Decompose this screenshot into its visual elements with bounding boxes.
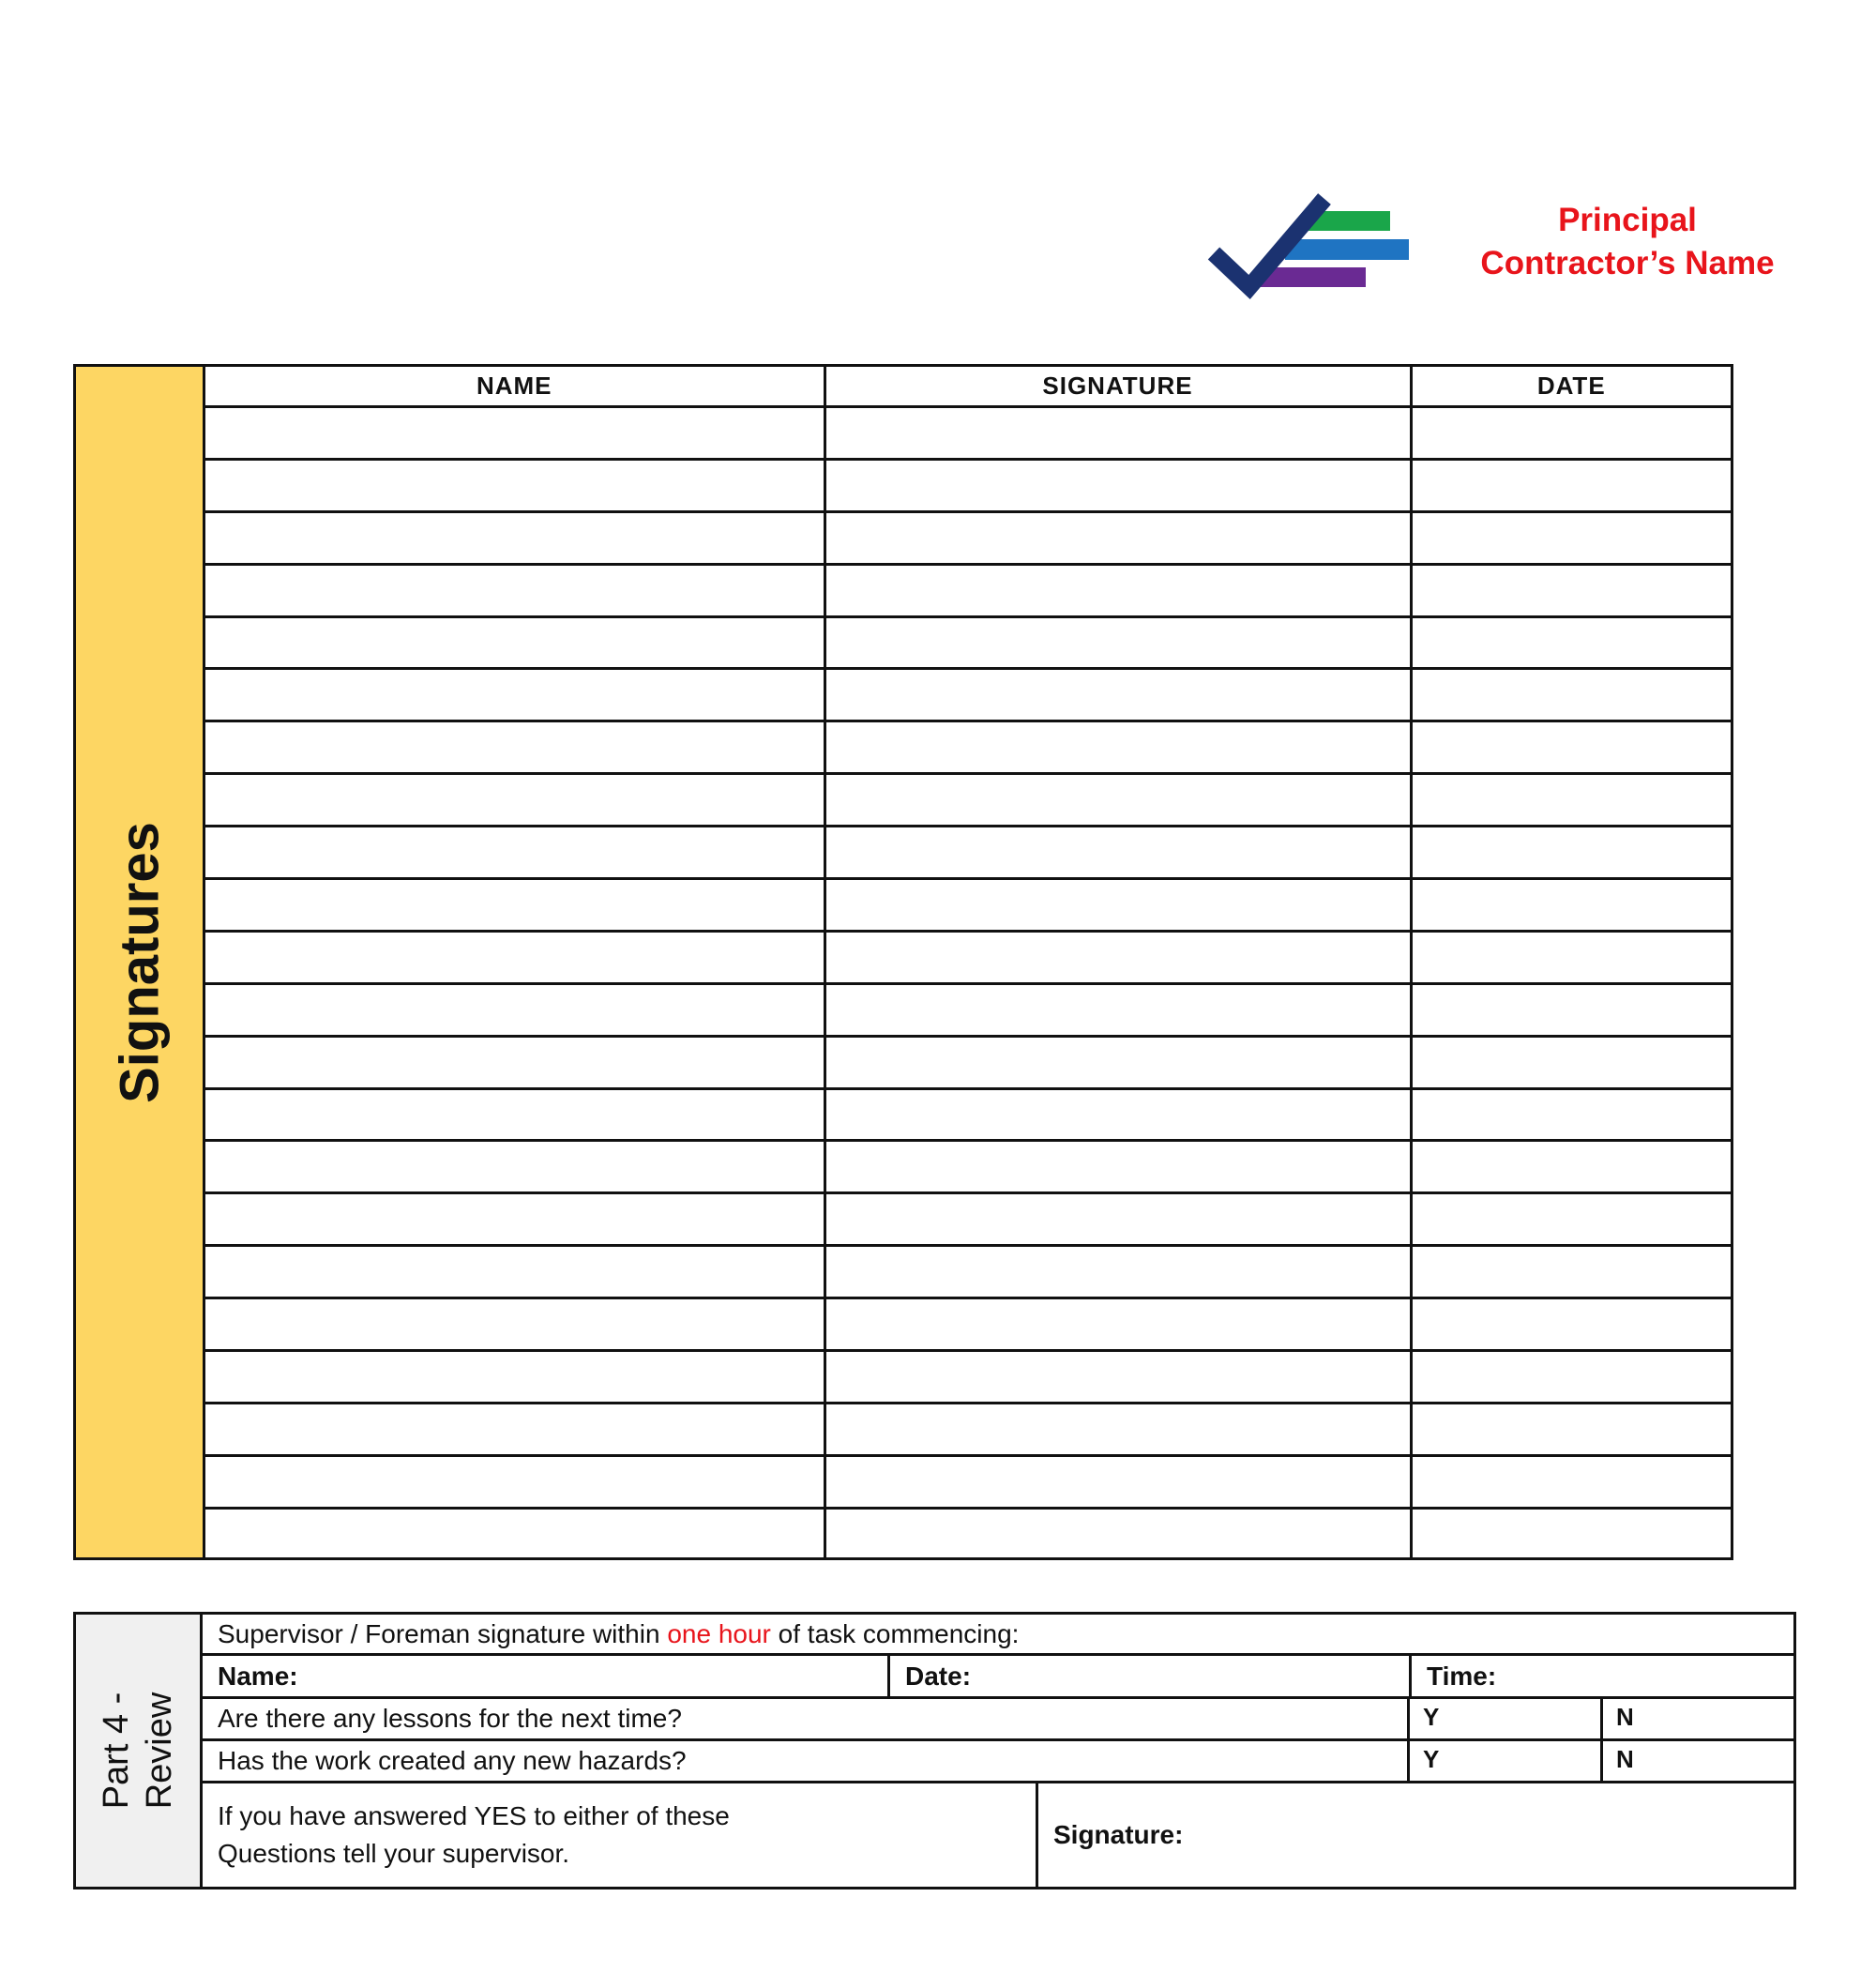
signature-cell[interactable] bbox=[825, 1403, 1411, 1455]
signature-row bbox=[205, 1141, 1731, 1193]
signature-row bbox=[205, 1403, 1731, 1455]
date-cell[interactable] bbox=[1411, 1088, 1731, 1141]
name-cell[interactable] bbox=[205, 616, 825, 669]
date-cell[interactable] bbox=[1411, 879, 1731, 932]
supervisor-text-prefix: Supervisor / Foreman signature within bbox=[218, 1618, 668, 1648]
signatures-side-panel bbox=[76, 367, 205, 1557]
date-cell[interactable] bbox=[1411, 564, 1731, 616]
date-cell[interactable] bbox=[1411, 459, 1731, 511]
review-side-label-line1: Part 4 - bbox=[97, 1692, 136, 1810]
name-cell[interactable] bbox=[205, 1088, 825, 1141]
signatures-table bbox=[205, 367, 1731, 1559]
supervisor-text-suffix: of task commencing: bbox=[770, 1618, 1020, 1648]
name-cell[interactable] bbox=[205, 1298, 825, 1351]
signature-row bbox=[205, 931, 1731, 983]
question-text: Has the work created any new hazards? bbox=[218, 1746, 687, 1775]
yes-instruction bbox=[203, 1783, 1036, 1887]
company-name-line2: Contractor’s Name bbox=[1480, 245, 1775, 281]
name-cell[interactable] bbox=[205, 1141, 825, 1193]
name-cell[interactable] bbox=[205, 669, 825, 721]
name-date-time-row bbox=[203, 1656, 1793, 1699]
date-cell[interactable] bbox=[1411, 1141, 1731, 1193]
signatures-header-row bbox=[205, 367, 1731, 407]
name-cell[interactable] bbox=[205, 1246, 825, 1298]
signature-label: Signature: bbox=[1053, 1820, 1184, 1849]
date-cell[interactable] bbox=[1411, 1193, 1731, 1246]
time-label: Time: bbox=[1427, 1661, 1497, 1691]
signature-cell[interactable] bbox=[825, 1298, 1411, 1351]
signature-cell[interactable] bbox=[825, 1141, 1411, 1193]
review-side-label-line2: Review bbox=[140, 1692, 179, 1810]
signature-row bbox=[205, 1088, 1731, 1141]
signature-row bbox=[205, 616, 1731, 669]
signature-cell[interactable] bbox=[825, 1036, 1411, 1088]
date-cell[interactable] bbox=[1411, 983, 1731, 1036]
answer-yes-checkbox[interactable]: Y bbox=[1407, 1699, 1600, 1738]
date-cell[interactable] bbox=[1411, 1298, 1731, 1351]
signature-cell[interactable] bbox=[825, 879, 1411, 932]
signatures-side-label: Signatures bbox=[109, 821, 170, 1103]
name-label: Name: bbox=[218, 1661, 298, 1691]
supervisor-instruction-row bbox=[203, 1615, 1793, 1656]
signature-cell[interactable] bbox=[825, 1246, 1411, 1298]
signature-cell[interactable] bbox=[825, 774, 1411, 827]
question-row-hazards bbox=[203, 1741, 1793, 1783]
signature-row bbox=[205, 774, 1731, 827]
signature-row bbox=[205, 564, 1731, 616]
name-cell[interactable] bbox=[205, 721, 825, 774]
name-cell[interactable] bbox=[205, 459, 825, 511]
supervisor-instruction bbox=[203, 1615, 1793, 1653]
signature-cell[interactable] bbox=[825, 721, 1411, 774]
supervisor-signature-field[interactable] bbox=[1036, 1783, 1793, 1887]
answer-yes-checkbox[interactable]: Y bbox=[1407, 1741, 1600, 1781]
name-cell[interactable] bbox=[205, 1351, 825, 1404]
signature-row bbox=[205, 721, 1731, 774]
name-cell[interactable] bbox=[205, 564, 825, 616]
date-cell[interactable] bbox=[1411, 774, 1731, 827]
signature-cell[interactable] bbox=[825, 511, 1411, 564]
answer-no-checkbox[interactable]: N bbox=[1600, 1699, 1793, 1738]
date-cell[interactable] bbox=[1411, 1036, 1731, 1088]
name-cell[interactable] bbox=[205, 983, 825, 1036]
date-cell[interactable] bbox=[1411, 931, 1731, 983]
signature-row bbox=[205, 1036, 1731, 1088]
name-cell[interactable] bbox=[205, 774, 825, 827]
supervisor-name-field[interactable] bbox=[203, 1656, 887, 1696]
name-cell[interactable] bbox=[205, 407, 825, 460]
company-name-line1: Principal bbox=[1558, 202, 1697, 238]
date-cell[interactable] bbox=[1411, 407, 1731, 460]
name-cell[interactable] bbox=[205, 879, 825, 932]
date-cell[interactable] bbox=[1411, 1508, 1731, 1558]
signature-cell[interactable] bbox=[825, 1351, 1411, 1404]
review-side-panel bbox=[76, 1615, 203, 1887]
name-cell[interactable] bbox=[205, 827, 825, 879]
question-row-lessons bbox=[203, 1699, 1793, 1741]
signature-row bbox=[205, 1351, 1731, 1404]
signature-row bbox=[205, 1246, 1731, 1298]
signatures-section bbox=[73, 364, 1733, 1560]
principal-contractor-name bbox=[1445, 199, 1810, 285]
name-cell[interactable] bbox=[205, 1036, 825, 1088]
instruction-signature-row bbox=[203, 1783, 1793, 1887]
date-cell[interactable] bbox=[1411, 721, 1731, 774]
signature-row bbox=[205, 879, 1731, 932]
signature-cell[interactable] bbox=[825, 616, 1411, 669]
date-cell[interactable] bbox=[1411, 1351, 1731, 1404]
signature-row bbox=[205, 459, 1731, 511]
name-cell[interactable] bbox=[205, 1193, 825, 1246]
signature-cell[interactable] bbox=[825, 407, 1411, 460]
name-cell[interactable] bbox=[205, 1403, 825, 1455]
review-side-label bbox=[95, 1692, 181, 1810]
name-cell[interactable] bbox=[205, 931, 825, 983]
signature-cell[interactable] bbox=[825, 564, 1411, 616]
column-header-date: DATE bbox=[1411, 367, 1731, 407]
name-cell[interactable] bbox=[205, 1455, 825, 1508]
signature-row bbox=[205, 407, 1731, 460]
signature-cell[interactable] bbox=[825, 1508, 1411, 1558]
date-cell[interactable] bbox=[1411, 1455, 1731, 1508]
date-cell[interactable] bbox=[1411, 669, 1731, 721]
signature-row bbox=[205, 1508, 1731, 1558]
signature-row bbox=[205, 1455, 1731, 1508]
signature-cell[interactable] bbox=[825, 669, 1411, 721]
part4-review-section bbox=[73, 1612, 1796, 1889]
answer-no-checkbox[interactable]: N bbox=[1600, 1741, 1793, 1781]
date-cell[interactable] bbox=[1411, 616, 1731, 669]
checkmark-bars-logo-icon bbox=[1203, 184, 1418, 301]
supervisor-time-field[interactable] bbox=[1409, 1656, 1793, 1696]
date-cell[interactable] bbox=[1411, 1403, 1731, 1455]
instruction-line1: If you have answered YES to either of these bbox=[218, 1801, 730, 1830]
signature-row bbox=[205, 669, 1731, 721]
supervisor-date-field[interactable] bbox=[887, 1656, 1409, 1696]
signature-cell[interactable] bbox=[825, 1088, 1411, 1141]
signature-cell[interactable] bbox=[825, 983, 1411, 1036]
signature-row bbox=[205, 1193, 1731, 1246]
signature-cell[interactable] bbox=[825, 827, 1411, 879]
signature-row bbox=[205, 1298, 1731, 1351]
date-cell[interactable] bbox=[1411, 827, 1731, 879]
question-text: Are there any lessons for the next time? bbox=[218, 1704, 682, 1733]
signature-row bbox=[205, 983, 1731, 1036]
signature-cell[interactable] bbox=[825, 1455, 1411, 1508]
column-header-signature: SIGNATURE bbox=[825, 367, 1411, 407]
signature-cell[interactable] bbox=[825, 459, 1411, 511]
name-cell[interactable] bbox=[205, 511, 825, 564]
date-cell[interactable] bbox=[1411, 1246, 1731, 1298]
signature-cell[interactable] bbox=[825, 1193, 1411, 1246]
name-cell[interactable] bbox=[205, 1508, 825, 1558]
instruction-line2: Questions tell your supervisor. bbox=[218, 1839, 570, 1868]
signature-row bbox=[205, 827, 1731, 879]
column-header-name: NAME bbox=[205, 367, 825, 407]
date-cell[interactable] bbox=[1411, 511, 1731, 564]
one-hour-highlight: one hour bbox=[667, 1618, 771, 1648]
signature-cell[interactable] bbox=[825, 931, 1411, 983]
date-label: Date: bbox=[905, 1661, 972, 1691]
signature-row bbox=[205, 511, 1731, 564]
